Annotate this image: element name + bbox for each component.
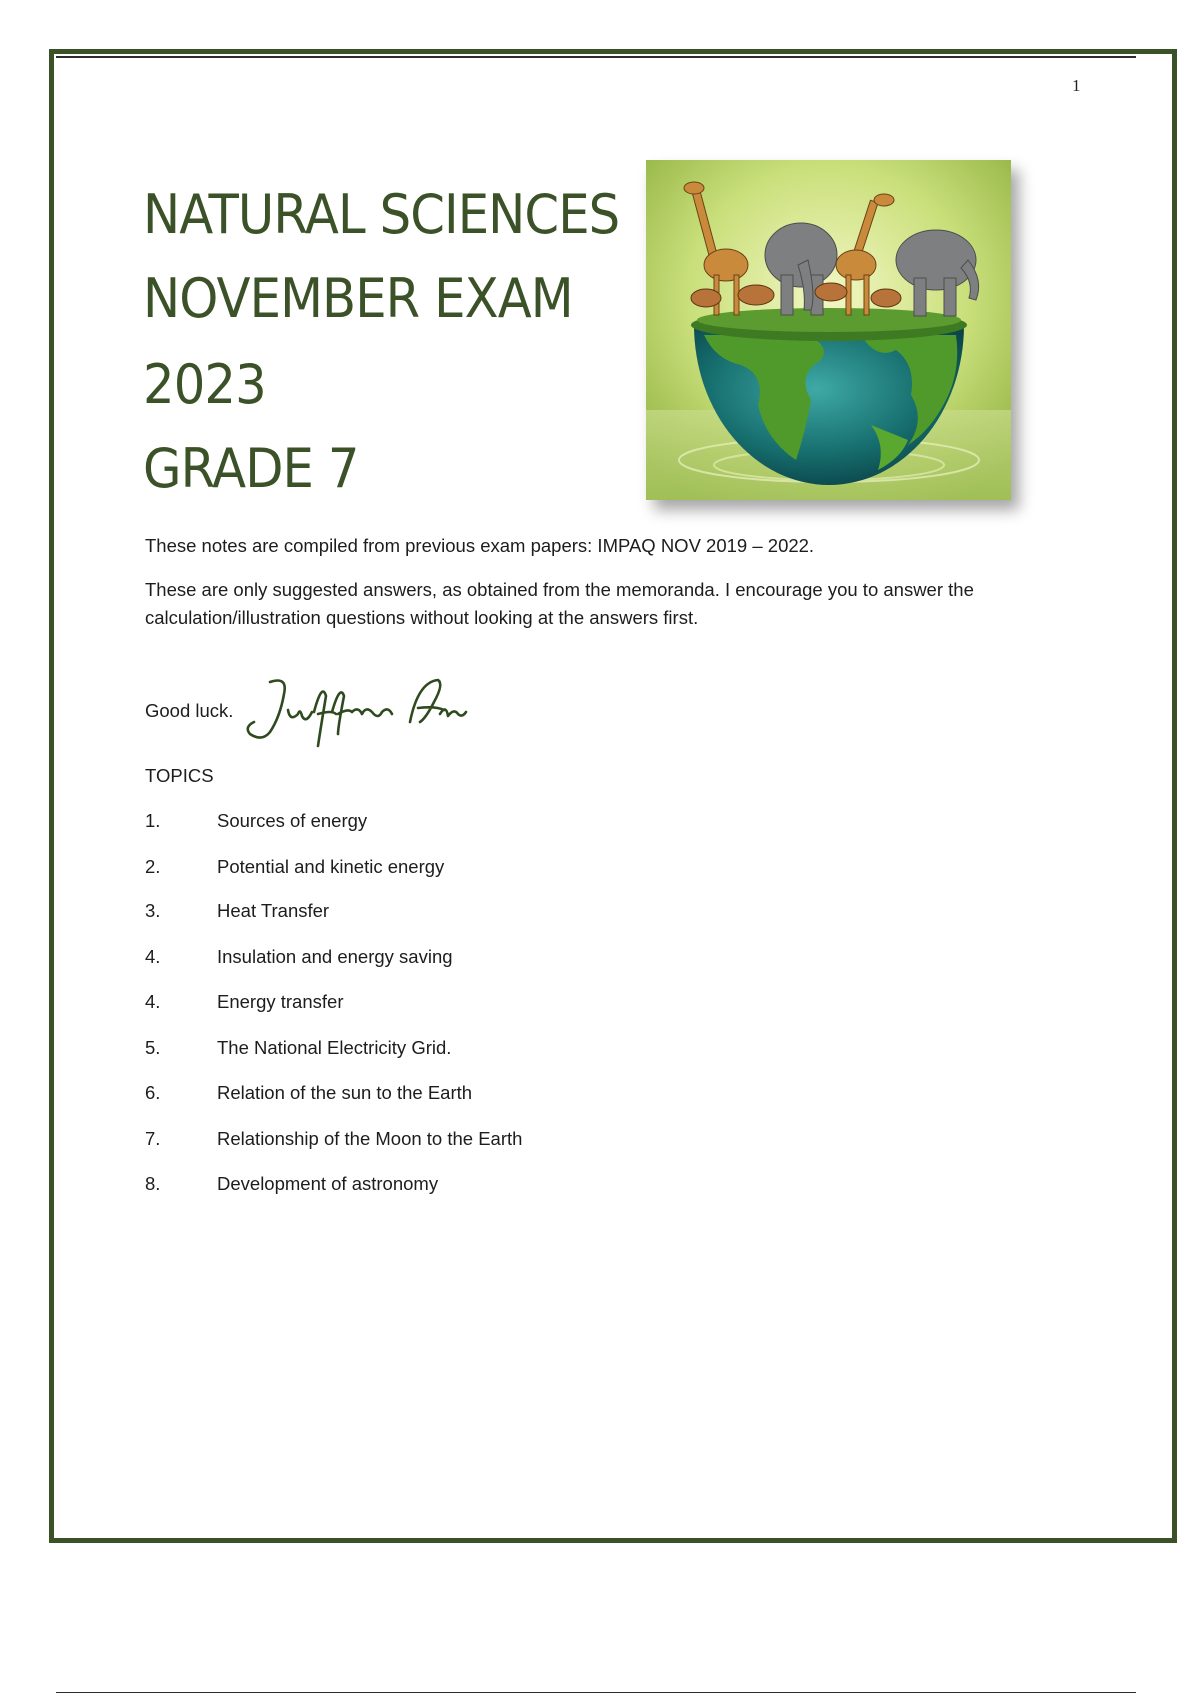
page-number: 1 — [1072, 76, 1081, 95]
topic-number: 7. — [145, 1128, 161, 1149]
topic-label: Potential and kinetic energy — [217, 856, 445, 877]
intro-paragraph-2: These are only suggested answers, as obtained from the memoranda. I encourage you to answer the calculation/illustration questions without looking at the answers first. — [145, 579, 974, 628]
topic-label: Heat Transfer — [217, 900, 330, 921]
topic-number: 6. — [145, 1082, 161, 1103]
title-line-subject: NATURAL SCIENCES — [143, 183, 620, 246]
topic-label: The National Electricity Grid. — [217, 1037, 452, 1058]
earth-with-animals-image — [646, 160, 1011, 500]
topic-number: 5. — [145, 1037, 161, 1058]
title-line-grade: GRADE 7 — [143, 437, 359, 500]
topic-number: 4. — [145, 946, 161, 967]
topic-label: Sources of energy — [217, 810, 368, 831]
topic-label: Development of astronomy — [217, 1173, 439, 1194]
title-line-exam: NOVEMBER EXAM — [143, 267, 573, 330]
topic-number: 4. — [145, 991, 161, 1012]
handwritten-signature — [240, 672, 470, 757]
topic-number: 2. — [145, 856, 161, 877]
topics-heading: TOPICS — [145, 765, 214, 786]
good-luck-text: Good luck. — [145, 700, 234, 721]
topic-label: Relationship of the Moon to the Earth — [217, 1128, 523, 1149]
topic-number: 1. — [145, 810, 161, 831]
title-line-year: 2023 — [143, 353, 266, 416]
topic-label: Energy transfer — [217, 991, 344, 1012]
topic-label: Insulation and energy saving — [217, 946, 453, 967]
bottom-rule — [56, 1692, 1136, 1693]
topic-number: 8. — [145, 1173, 161, 1194]
topic-label: Relation of the sun to the Earth — [217, 1082, 473, 1103]
topic-number: 3. — [145, 900, 161, 921]
intro-paragraph-1: These notes are compiled from previous exam papers: IMPAQ NOV 2019 – 2022. — [145, 535, 815, 556]
